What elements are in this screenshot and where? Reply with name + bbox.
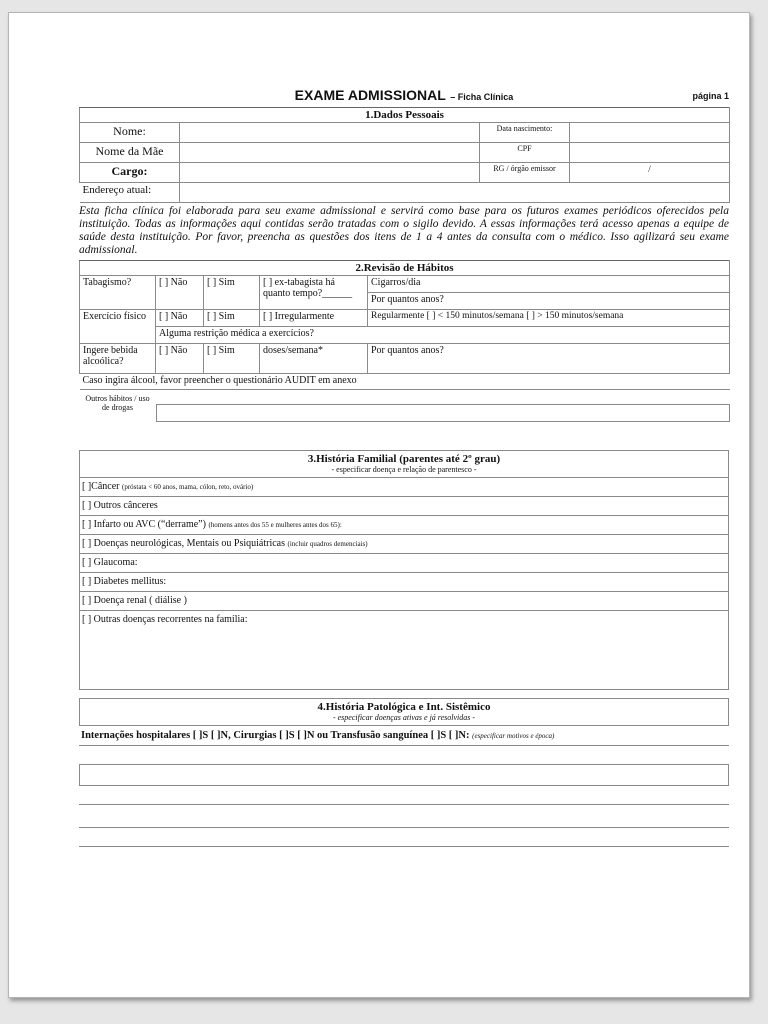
smoking-no[interactable]: [ ] Não [156, 276, 204, 310]
alcohol-no[interactable]: [ ] Não [156, 344, 204, 374]
rg-label: RG / órgão emissor [480, 163, 570, 183]
family-item-label: [ ] Diabetes mellitus: [82, 575, 167, 587]
name-field[interactable] [180, 123, 480, 143]
other-family-diseases-label: [ ] Outras doenças recorrentes na família: [82, 613, 248, 625]
exercise-regular[interactable]: Regularmente [ ] < 150 minutos/semana [ ] > 150 minutos/semana [368, 310, 730, 327]
alcohol-years[interactable]: Por quantos anos? [368, 344, 730, 374]
family-item-label: [ ] Doenças neurológicas, Mentais ou Psiquiátricas [82, 537, 286, 549]
blank-line[interactable] [79, 786, 729, 805]
smoking-years[interactable]: Por quantos anos? [368, 293, 730, 310]
form-title [79, 87, 729, 105]
exercise-no[interactable]: [ ] Não [156, 310, 204, 327]
family-item-note: (incluir quadros demenciais) [287, 539, 368, 548]
family-history-section [79, 450, 729, 690]
habits-table [79, 260, 730, 440]
other-habits-field-cell [156, 390, 730, 440]
family-item[interactable] [80, 497, 728, 516]
exercise-irregular[interactable]: [ ] Irregularmente [260, 310, 368, 327]
mother-name-field[interactable] [180, 143, 480, 163]
name-label: Nome: [80, 123, 180, 143]
family-item[interactable] [80, 516, 728, 535]
family-item[interactable] [80, 592, 728, 611]
history-lines [79, 745, 729, 847]
other-habits-label: Outros hábitos / uso de drogas [85, 394, 150, 412]
birthdate-field[interactable] [570, 123, 730, 143]
ex-smoker[interactable]: [ ] ex-tabagista há quanto tempo?______ [260, 276, 368, 310]
section-4-title: 4.História Patológica e Int. Sistêmico [317, 700, 491, 713]
alcohol-doses[interactable]: doses/semana* [260, 344, 368, 374]
exercise-label: Exercício físico [80, 310, 156, 344]
hospitalization-text: Internações hospitalares [ ]S [ ]N, Cirurgias [ ]S [ ]N ou Transfusão sanguínea [ ]S [ ]N: [81, 729, 470, 741]
personal-data-table [79, 107, 730, 203]
family-item-label: [ ] Outros cânceres [82, 499, 158, 511]
smoking-yes[interactable]: [ ] Sim [204, 276, 260, 310]
cigarettes-per-day[interactable]: Cigarros/dia [368, 276, 730, 293]
blank-line[interactable] [79, 828, 729, 847]
blank-line[interactable] [79, 805, 729, 828]
address-field[interactable] [180, 183, 730, 203]
hospitalization-note: (especificar motivos e época) [472, 731, 555, 740]
family-item[interactable] [80, 573, 728, 592]
cpf-field[interactable] [570, 143, 730, 163]
alcohol-label: Ingere bebida alcoólica? [80, 344, 156, 374]
family-item-label: [ ] Glaucoma: [82, 556, 138, 568]
exercise-restriction[interactable]: Alguma restrição médica a exercícios? [156, 327, 730, 344]
page-number: página 1 [692, 91, 729, 101]
section-3-subtitle: - especificar doença e relação de parentesco - [331, 464, 477, 474]
section-4-header [79, 698, 729, 726]
blank-line[interactable] [79, 765, 729, 786]
document-page [8, 12, 750, 998]
job-field[interactable] [180, 163, 480, 183]
family-item-note: (próstata < 60 anos, mama, cólon, reto, ovário) [121, 482, 254, 491]
family-item-label: [ ] Doença renal ( diálise ) [82, 594, 187, 606]
mother-name-label: Nome da Mãe [80, 143, 180, 163]
other-habits-field[interactable] [156, 404, 730, 422]
other-family-diseases[interactable] [80, 611, 728, 689]
smoking-label: Tabagismo? [80, 276, 156, 310]
address-label: Endereço atual: [80, 183, 180, 203]
alcohol-yes[interactable]: [ ] Sim [204, 344, 260, 374]
audit-note: Caso ingira álcool, favor preencher o questionário AUDIT em anexo [80, 374, 730, 390]
form-header [79, 85, 729, 107]
blank-line[interactable] [79, 746, 729, 765]
exercise-yes[interactable]: [ ] Sim [204, 310, 260, 327]
rg-field[interactable]: / [570, 163, 730, 183]
section-2-title: 2.Revisão de Hábitos [80, 261, 730, 276]
section-3-header [80, 451, 728, 478]
cpf-label: CPF [480, 143, 570, 163]
section-3-title: 3.História Familial (parentes até 2º grau) [307, 452, 501, 465]
family-item[interactable] [80, 554, 728, 573]
family-item[interactable] [80, 478, 728, 497]
family-item-note: (homens antes dos 55 e mulheres antes dos 65): [208, 520, 342, 529]
hospitalization-line[interactable] [79, 726, 729, 745]
pathological-history-section [79, 698, 729, 847]
family-item-label: [ ] Infarto ou AVC (“derrame”) [82, 518, 206, 530]
section-4-subtitle: - especificar doenças ativas e já resolvidas - [332, 712, 476, 722]
title-main: EXAME ADMISSIONAL [294, 87, 446, 103]
birthdate-label: Data nascimento: [480, 123, 570, 143]
section-1-title: 1.Dados Pessoais [80, 108, 730, 123]
family-item[interactable] [80, 535, 728, 554]
clinical-form [79, 85, 729, 847]
title-sub: – Ficha Clínica [450, 92, 514, 102]
job-label: Cargo: [80, 163, 180, 183]
family-history-list [80, 478, 728, 689]
family-item-label: [ ]Câncer [82, 480, 120, 492]
intro-text: Esta ficha clínica foi elaborada para seu exame admissional e servirá como base para os futuros exames periódicos oferecidos pela instituição. Todas as informações aqui contidas serão tratadas com o sigilo devido. A essas informações terá acesso apenas a equipe de saúde desta instituição. Por favor, preencha as questões dos itens de 1 a 4 antes da consulta com o médico. Isso agilizará seu exame admissional. [79, 205, 729, 256]
